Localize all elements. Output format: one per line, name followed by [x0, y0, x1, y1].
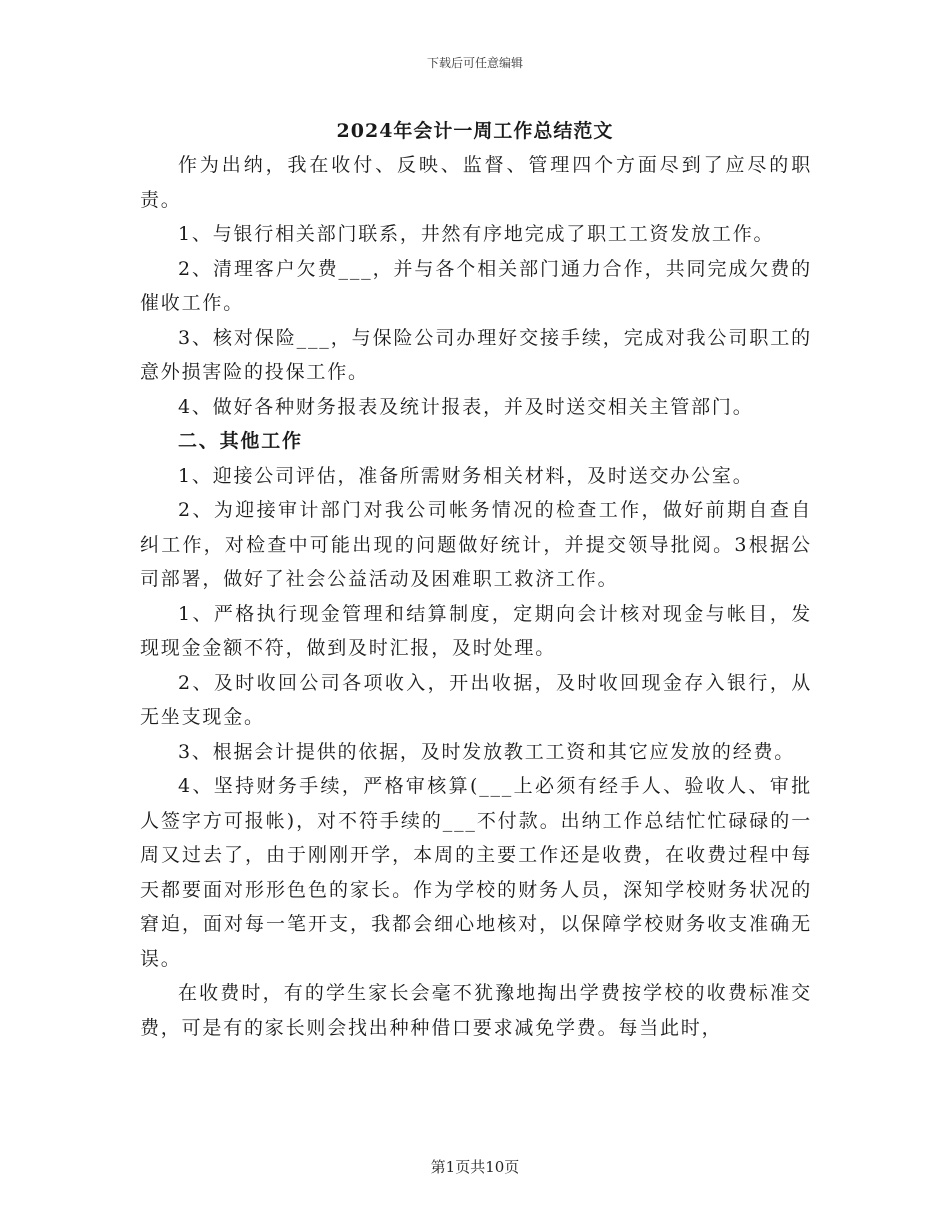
paragraph-intro: 作为出纳，我在收付、反映、监督、管理四个方面尽到了应尽的职责。: [140, 154, 812, 211]
section-paragraph-3: 1、严格执行现金管理和结算制度，定期向会计核对现金与帐目，发现现金金额不符，做到及时汇报，及时处理。: [140, 602, 812, 659]
paragraph-item-4: 4、做好各种财务报表及统计报表，并及时送交相关主管部门。: [178, 395, 754, 418]
paragraph-item-2: 2、清理客户欠费___，并与各个相关部门通力合作，共同完成欠费的催收工作。: [140, 257, 812, 314]
section-heading-other-work: 二、其他工作: [178, 430, 303, 452]
page-number-indicator: 第1页共10页: [430, 1158, 520, 1176]
document-title: 2024年会计一周工作总结范文: [336, 120, 614, 142]
section-paragraph-6: 4、坚持财务手续，严格审核算(___上必须有经手人、验收人、审批人签字方可报帐)，对不符手续的___不付款。出纳工作总结忙忙碌碌的一周又过去了，由于刚刚开学，本周的主要工作还是收费，在收费过程中每天都要面对形形色色的家长。作为学校的财务人员，深知学校财务状况的窘迫，面对每一笔开支，我都会细心地核对，以保障学校财务收支准确无误。: [140, 775, 812, 970]
section-paragraph-4: 2、及时收回公司各项收入，开出收据，及时收回现金存入银行，从无坐支现金。: [140, 671, 812, 728]
paragraph-item-3: 3、核对保险___，与保险公司办理好交接手续，完成对我公司职工的意外损害险的投保工作。: [140, 326, 812, 383]
page-header-note: 下载后可任意编辑: [426, 56, 523, 70]
document-body: [140, 148, 812, 1045]
section-paragraph-5: 3、根据会计提供的依据，及时发放教工工资和其它应发放的经费。: [178, 740, 796, 763]
section-paragraph-7: 在收费时，有的学生家长会毫不犹豫地掏出学费按学校的收费标准交费，可是有的家长则会找出种种借口要求减免学费。每当此时，: [140, 982, 812, 1039]
paragraph-item-1: 1、与银行相关部门联系，井然有序地完成了职工工资发放工作。: [178, 223, 775, 245]
section-paragraph-2: 2、为迎接审计部门对我公司帐务情况的检查工作，做好前期自查自纠工作，对检查中可能出现的问题做好统计，并提交领导批阅。3根据公司部署，做好了社会公益活动及困难职工救济工作。: [140, 499, 812, 590]
section-paragraph-1: 1、迎接公司评估，准备所需财务相关材料，及时送交办公室。: [178, 464, 754, 487]
